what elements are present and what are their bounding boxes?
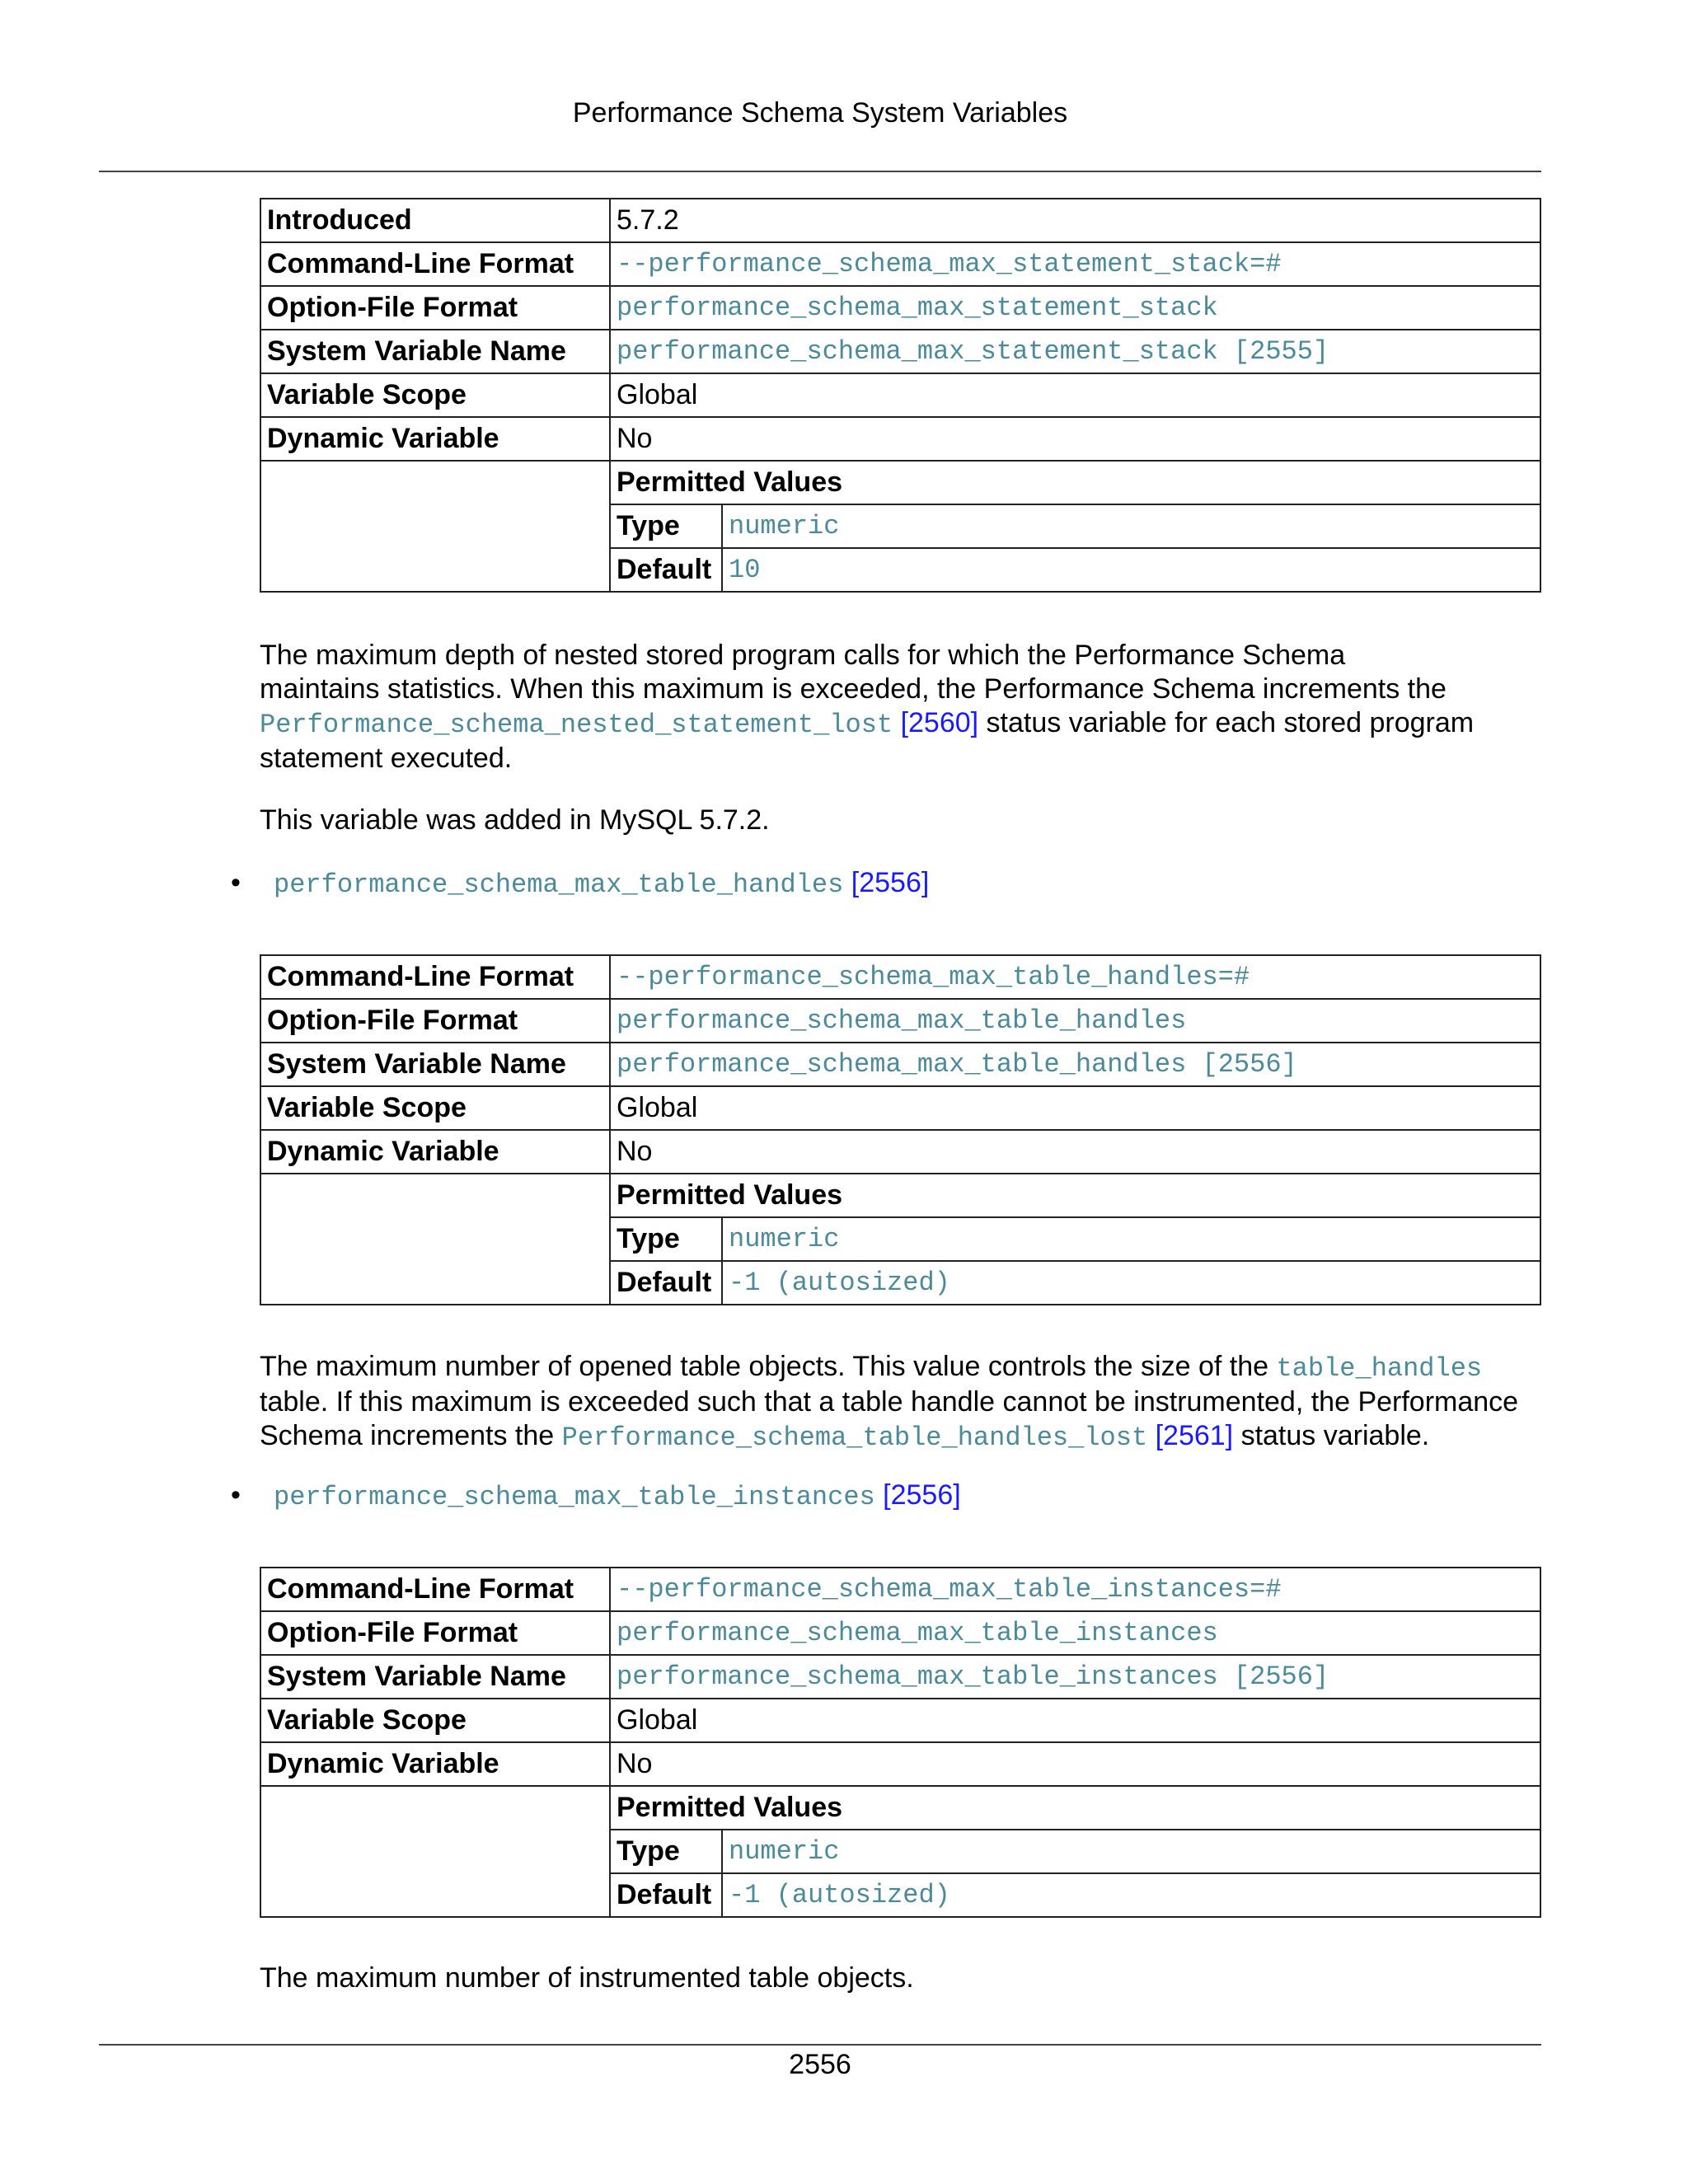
type-value: numeric: [722, 1217, 1540, 1261]
type-label: Type: [610, 1217, 722, 1261]
command-line-format-value: --performance_schema_max_table_instances=#: [610, 1568, 1540, 1611]
table-row: [260, 1655, 1540, 1699]
variable-bullet: [231, 867, 929, 900]
system-variable-name-link[interactable]: performance_schema_max_statement_stack [2555]: [610, 330, 1540, 373]
page-header-title: Performance Schema System Variables: [572, 97, 1068, 129]
status-variable-link[interactable]: Performance_schema_table_handles_lost: [561, 1422, 1148, 1453]
row-label: Dynamic Variable: [260, 417, 610, 461]
option-file-format-value: performance_schema_max_statement_stack: [610, 286, 1540, 330]
empty-cell: [260, 461, 610, 592]
table-row: [260, 1742, 1540, 1786]
permitted-values-heading: Permitted Values: [610, 1174, 1540, 1217]
empty-cell: [260, 1174, 610, 1305]
variable-bullet: [231, 1479, 961, 1512]
permitted-values-heading: Permitted Values: [610, 1786, 1540, 1830]
type-label: Type: [610, 1830, 722, 1873]
default-label: Default: [610, 1261, 722, 1305]
row-label: Variable Scope: [260, 373, 610, 417]
type-value: numeric: [722, 1830, 1540, 1873]
text-line: The maximum depth of nested stored program calls for which the Performance Schema: [260, 640, 1346, 671]
table-row: [260, 1786, 1540, 1830]
default-value: 10: [722, 548, 1540, 592]
text-line: statement executed.: [260, 743, 513, 774]
dynamic-variable-value: No: [610, 417, 1540, 461]
system-variable-name-link[interactable]: performance_schema_max_table_instances [2556]: [610, 1655, 1540, 1699]
row-label: Option-File Format: [260, 999, 610, 1043]
table-row: [260, 1043, 1540, 1086]
type-label: Type: [610, 504, 722, 548]
row-label: Variable Scope: [260, 1699, 610, 1742]
table-row: [260, 955, 1540, 999]
default-value: -1 (autosized): [722, 1873, 1540, 1917]
table-row: [260, 1568, 1540, 1611]
header-rule: [99, 171, 1541, 172]
text-line: table. If this maximum is exceeded such that a table handle cannot be instrumented, the Performance: [260, 1386, 1519, 1418]
description-paragraph: [260, 1350, 1545, 1455]
footer-rule: [99, 2044, 1541, 2046]
page-ref-link[interactable]: [2561]: [1155, 1420, 1234, 1451]
row-label: Command-Line Format: [260, 955, 610, 999]
variable-scope-value: Global: [610, 1086, 1540, 1130]
text-line: [260, 1350, 1545, 1385]
page-ref-link[interactable]: [2556]: [883, 1479, 961, 1511]
variable-scope-value: Global: [610, 1699, 1540, 1742]
bullet-icon: •: [231, 1479, 241, 1511]
table-row: [260, 242, 1540, 286]
default-label: Default: [610, 548, 722, 592]
page-ref-link[interactable]: [2560]: [900, 707, 979, 738]
table-row: [260, 199, 1540, 242]
table-row: [260, 1086, 1540, 1130]
text-fragment: status variable.: [1233, 1420, 1430, 1451]
row-label: System Variable Name: [260, 1655, 610, 1699]
variable-scope-value: Global: [610, 373, 1540, 417]
row-label: Command-Line Format: [260, 1568, 610, 1611]
table-row: [260, 330, 1540, 373]
variable-name-link[interactable]: performance_schema_max_table_instances: [274, 1482, 875, 1512]
row-label: System Variable Name: [260, 1043, 610, 1086]
variable-name-link[interactable]: performance_schema_max_table_handles: [274, 869, 844, 900]
table-row: [260, 999, 1540, 1043]
table-row: [260, 417, 1540, 461]
row-label: Dynamic Variable: [260, 1130, 610, 1174]
description-paragraph: The maximum number of instrumented table objects.: [260, 1962, 914, 1994]
system-variable-name-link[interactable]: performance_schema_max_table_handles [2556]: [610, 1043, 1540, 1086]
table-name-link[interactable]: table_handles: [1276, 1353, 1483, 1384]
text-line: [260, 1419, 1545, 1455]
text-line: [260, 706, 1545, 742]
text-fragment: status variable for each stored program: [978, 707, 1475, 738]
introduced-value: 5.7.2: [610, 199, 1540, 242]
row-label: Introduced: [260, 199, 610, 242]
table-row: [260, 1174, 1540, 1217]
option-file-format-value: performance_schema_max_table_instances: [610, 1611, 1540, 1655]
dynamic-variable-value: No: [610, 1742, 1540, 1786]
row-label: Option-File Format: [260, 286, 610, 330]
dynamic-variable-value: No: [610, 1130, 1540, 1174]
table-row: [260, 1130, 1540, 1174]
text-fragment: The maximum number of opened table objects. This value controls the size of the: [260, 1351, 1277, 1382]
default-label: Default: [610, 1873, 722, 1917]
description-paragraph: [260, 639, 1545, 776]
variable-table-max-statement-stack: [260, 198, 1541, 593]
variable-table-max-table-instances: [260, 1567, 1541, 1918]
permitted-values-heading: Permitted Values: [610, 461, 1540, 504]
row-label: System Variable Name: [260, 330, 610, 373]
page-ref-link[interactable]: [2556]: [851, 867, 930, 898]
text-line: maintains statistics. When this maximum is exceeded, the Performance Schema increments the: [260, 673, 1447, 705]
row-label: Variable Scope: [260, 1086, 610, 1130]
table-row: [260, 1699, 1540, 1742]
row-label: Command-Line Format: [260, 242, 610, 286]
bullet-icon: •: [231, 867, 241, 898]
row-label: Option-File Format: [260, 1611, 610, 1655]
empty-cell: [260, 1786, 610, 1917]
variable-table-max-table-handles: [260, 954, 1541, 1305]
command-line-format-value: --performance_schema_max_statement_stack=#: [610, 242, 1540, 286]
table-row: [260, 286, 1540, 330]
added-in-paragraph: This variable was added in MySQL 5.7.2.: [260, 804, 770, 836]
table-row: [260, 1611, 1540, 1655]
row-label: Dynamic Variable: [260, 1742, 610, 1786]
default-value: -1 (autosized): [722, 1261, 1540, 1305]
text-fragment: Schema increments the: [260, 1420, 562, 1451]
status-variable-link[interactable]: Performance_schema_nested_statement_lost: [260, 710, 893, 740]
type-value: numeric: [722, 504, 1540, 548]
command-line-format-value: --performance_schema_max_table_handles=#: [610, 955, 1540, 999]
table-row: [260, 373, 1540, 417]
option-file-format-value: performance_schema_max_table_handles: [610, 999, 1540, 1043]
table-row: [260, 461, 1540, 504]
page-number: 2556: [789, 2049, 851, 2080]
